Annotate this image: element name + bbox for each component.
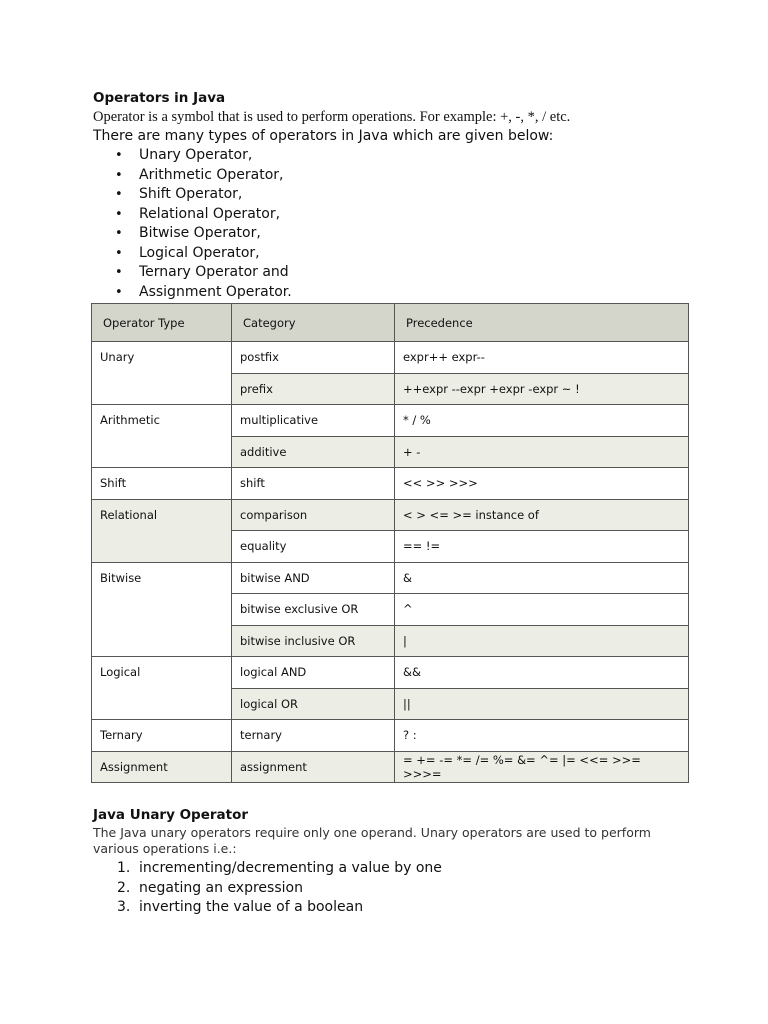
cell-precedence: && xyxy=(395,657,689,689)
cell-category: bitwise AND xyxy=(232,562,395,594)
list-item: • Unary Operator, xyxy=(93,146,693,166)
cell-precedence: * / % xyxy=(395,405,689,437)
header-category: Category xyxy=(232,304,395,342)
list-number: 3. xyxy=(117,899,131,915)
section-title: Java Unary Operator xyxy=(93,807,249,823)
types-intro: There are many types of operators in Java which are given below: xyxy=(93,128,554,144)
cell-precedence: ? : xyxy=(395,720,689,752)
cell-category: equality xyxy=(232,531,395,563)
list-item-text: inverting the value of a boolean xyxy=(139,899,364,915)
cell-operator-type: Shift xyxy=(92,468,232,500)
header-operator-type: Operator Type xyxy=(92,304,232,342)
cell-precedence: + - xyxy=(395,436,689,468)
operators-section xyxy=(93,88,693,302)
list-number: 1. xyxy=(117,860,131,876)
list-item: • Bitwise Operator, xyxy=(93,224,693,244)
operator-precedence-table xyxy=(91,303,689,783)
cell-category: ternary xyxy=(232,720,395,752)
cell-precedence: expr++ expr-- xyxy=(395,342,689,374)
cell-operator-type: Bitwise xyxy=(92,562,232,657)
list-item xyxy=(93,859,693,879)
cell-precedence: << >> >>> xyxy=(395,468,689,500)
table-row xyxy=(92,342,689,374)
cell-operator-type: Ternary xyxy=(92,720,232,752)
cell-operator-type: Logical xyxy=(92,657,232,720)
unary-description: The Java unary operators require only one operand. Unary operators are used to perform various operations i.e.: xyxy=(93,825,651,856)
cell-operator-type: Relational xyxy=(92,499,232,562)
cell-category: comparison xyxy=(232,499,395,531)
table-row xyxy=(92,657,689,689)
cell-operator-type: Unary xyxy=(92,342,232,405)
operator-types-list xyxy=(93,146,693,302)
cell-precedence: ++expr --expr +expr -expr ~ ! xyxy=(395,373,689,405)
list-number: 2. xyxy=(117,879,131,896)
cell-category: shift xyxy=(232,468,395,500)
cell-precedence: | xyxy=(395,625,689,657)
section-title: Operators in Java xyxy=(93,90,226,106)
table-row xyxy=(92,562,689,594)
table-row xyxy=(92,405,689,437)
cell-category: bitwise inclusive OR xyxy=(232,625,395,657)
cell-category: postfix xyxy=(232,342,395,374)
cell-category: logical OR xyxy=(232,688,395,720)
list-item: • Assignment Operator. xyxy=(93,283,693,303)
list-item: • Shift Operator, xyxy=(93,185,693,205)
unary-uses-list xyxy=(93,859,693,918)
cell-precedence: == != xyxy=(395,531,689,563)
cell-operator-type: Arithmetic xyxy=(92,405,232,468)
table-row xyxy=(92,499,689,531)
table-row xyxy=(92,468,689,500)
list-item: • Ternary Operator and xyxy=(93,263,693,283)
table-header-row xyxy=(92,304,689,342)
list-item: • Relational Operator, xyxy=(93,205,693,225)
cell-category: assignment xyxy=(232,751,395,783)
cell-category: multiplicative xyxy=(232,405,395,437)
unary-operator-section xyxy=(93,806,693,918)
cell-category: prefix xyxy=(232,373,395,405)
header-precedence: Precedence xyxy=(395,304,689,342)
list-item-text: incrementing/decrementing a value by one xyxy=(139,860,442,876)
list-item: • Arithmetic Operator, xyxy=(93,166,693,186)
cell-category: additive xyxy=(232,436,395,468)
cell-category: bitwise exclusive OR xyxy=(232,594,395,626)
cell-precedence: || xyxy=(395,688,689,720)
table-row xyxy=(92,751,689,783)
list-item-text: negating an expression xyxy=(139,879,303,896)
cell-category: logical AND xyxy=(232,657,395,689)
cell-precedence: & xyxy=(395,562,689,594)
list-item xyxy=(93,898,693,918)
cell-precedence: ^ xyxy=(395,594,689,626)
list-item: • Logical Operator, xyxy=(93,244,693,264)
cell-operator-type: Assignment xyxy=(92,751,232,783)
cell-precedence: < > <= >= instance of xyxy=(395,499,689,531)
table-row xyxy=(92,720,689,752)
operator-definition: Operator is a symbol that is used to perform operations. For example: +, -, *, / etc. xyxy=(93,109,571,125)
list-item xyxy=(93,879,693,899)
cell-precedence: = += -= *= /= %= &= ^= |= <<= >>= >>>= xyxy=(395,751,689,783)
